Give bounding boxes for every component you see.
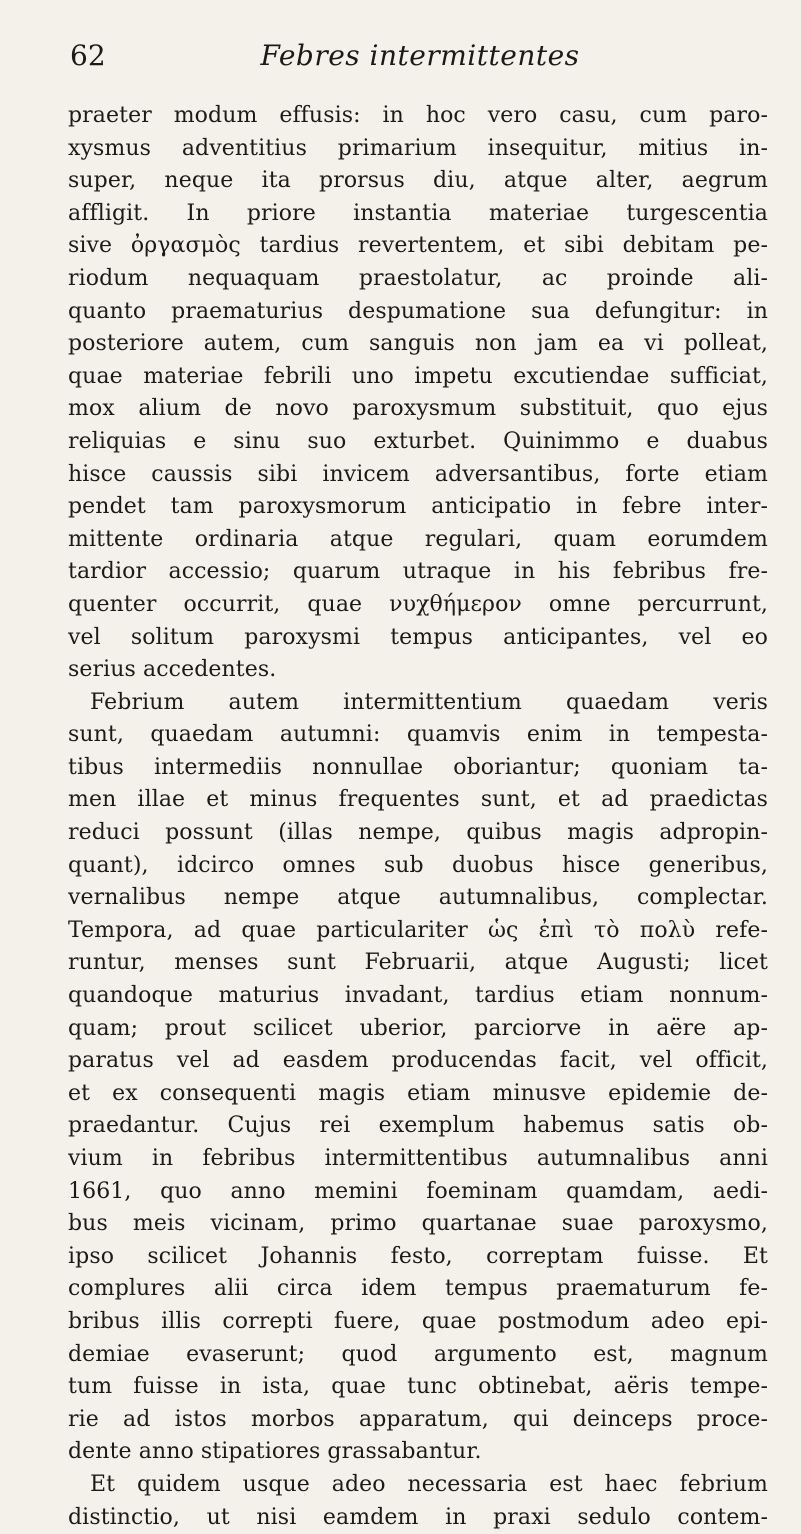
- text-line: complures alii circa idem tempus praematurum fe-: [68, 1276, 768, 1302]
- text-line: vium in febribus intermittentibus autumnalibus anni: [68, 1146, 768, 1171]
- text-line: quam; prout scilicet uberior, parciorve in aëre ap-: [68, 1015, 768, 1041]
- text-line: sive ὀργασμὸς tardius revertentem, et sibi debitam pe-: [68, 233, 768, 259]
- text-line: demiae evaserunt; quod argumento est, magnum: [68, 1341, 768, 1367]
- text-line: reliquias e sinu suo exturbet. Quinimmo e duabus: [68, 428, 768, 454]
- running-title: Febres intermittentes: [260, 39, 580, 72]
- text-line: quandoque maturius invadant, tardius etiam nonnum-: [68, 983, 768, 1009]
- text-line: super, neque ita prorsus diu, atque alter, aegrum: [68, 168, 768, 194]
- text-line: dente anno stipatiores grassabantur.: [68, 1439, 482, 1465]
- text-line: mox alium de novo paroxysmum substituit, quo ejus: [68, 396, 768, 422]
- text-line: serius accedentes.: [68, 657, 277, 683]
- text-line: vel solitum paroxysmi tempus anticipantes, vel eo: [68, 624, 768, 650]
- text-line: quenter occurrit, quae νυχθήμερον omne percurrunt,: [68, 591, 768, 617]
- text-line: runtur, menses sunt Februarii, atque Augusti; licet: [68, 950, 768, 976]
- text-line: praeter modum effusis: in hoc vero casu, cum paro-: [68, 103, 768, 128]
- page-header: [70, 36, 770, 76]
- text-line: bus meis vicinam, primo quartanae suae paroxysmo,: [68, 1211, 768, 1237]
- text-line: quae materiae febrili uno impetu excutiendae sufficiat,: [68, 363, 768, 389]
- text-line: Tempora, ad quae particulariter ὡς ἐπὶ τὸ πολὺ refe-: [68, 917, 768, 943]
- text-line: tum fuisse in ista, quae tunc obtinebat, aëris tempe-: [68, 1374, 768, 1400]
- text-line: reduci possunt (illas nempe, quibus magis adpropin-: [68, 820, 768, 846]
- text-line: tibus intermediis nonnullae oboriantur; quoniam ta-: [68, 754, 768, 780]
- text-line: distinctio, ut nisi eamdem in praxi sedulo contem-: [68, 1504, 768, 1530]
- text-line: bribus illis correpti fuere, quae postmodum adeo epi-: [68, 1308, 768, 1334]
- text-line: praedantur. Cujus rei exemplum habemus satis ob-: [68, 1113, 768, 1139]
- text-line: xysmus adventitius primarium insequitur, mitius in-: [68, 135, 768, 161]
- text-line: affligit. In priore instantia materiae turgescentia: [68, 200, 768, 226]
- text-line: quant), idcirco omnes sub duobus hisce generibus,: [68, 852, 768, 878]
- text-line: mittente ordinaria atque regulari, quam eorumdem: [68, 526, 768, 552]
- text-line: ipso scilicet Johannis festo, correptam fuisse. Et: [68, 1243, 768, 1269]
- text-line: Febrium autem intermittentium quaedam veris: [90, 689, 768, 715]
- text-line: vernalibus nempe atque autumnalibus, complectar.: [68, 885, 768, 911]
- text-line: riodum nequaquam praestolatur, ac proinde ali-: [68, 265, 768, 291]
- text-line: paratus vel ad easdem producendas facit, vel officit,: [68, 1048, 768, 1074]
- body-text: [68, 100, 768, 1534]
- text-line: pendet tam paroxysmorum anticipatio in febre inter-: [68, 494, 768, 520]
- page-number: 62: [70, 39, 106, 72]
- text-line: tardior accessio; quarum utraque in his febribus fre-: [68, 559, 768, 585]
- text-line: men illae et minus frequentes sunt, et ad praedictas: [68, 787, 768, 813]
- text-line: et ex consequenti magis etiam minusve epidemie de-: [68, 1080, 768, 1106]
- text-line: quanto praematurius despumatione sua defungitur: in: [68, 298, 768, 324]
- text-line: rie ad istos morbos apparatum, qui deinceps proce-: [68, 1406, 768, 1432]
- text-line: posteriore autem, cum sanguis non jam ea vi polleat,: [68, 331, 768, 357]
- text-line: sunt, quaedam autumni: quamvis enim in tempesta-: [68, 722, 768, 748]
- text-line: 1661, quo anno memini foeminam quamdam, aedi-: [68, 1178, 768, 1204]
- text-line: Et quidem usque adeo necessaria est haec febrium: [90, 1471, 768, 1497]
- text-line: hisce caussis sibi invicem adversantibus, forte etiam: [68, 461, 768, 487]
